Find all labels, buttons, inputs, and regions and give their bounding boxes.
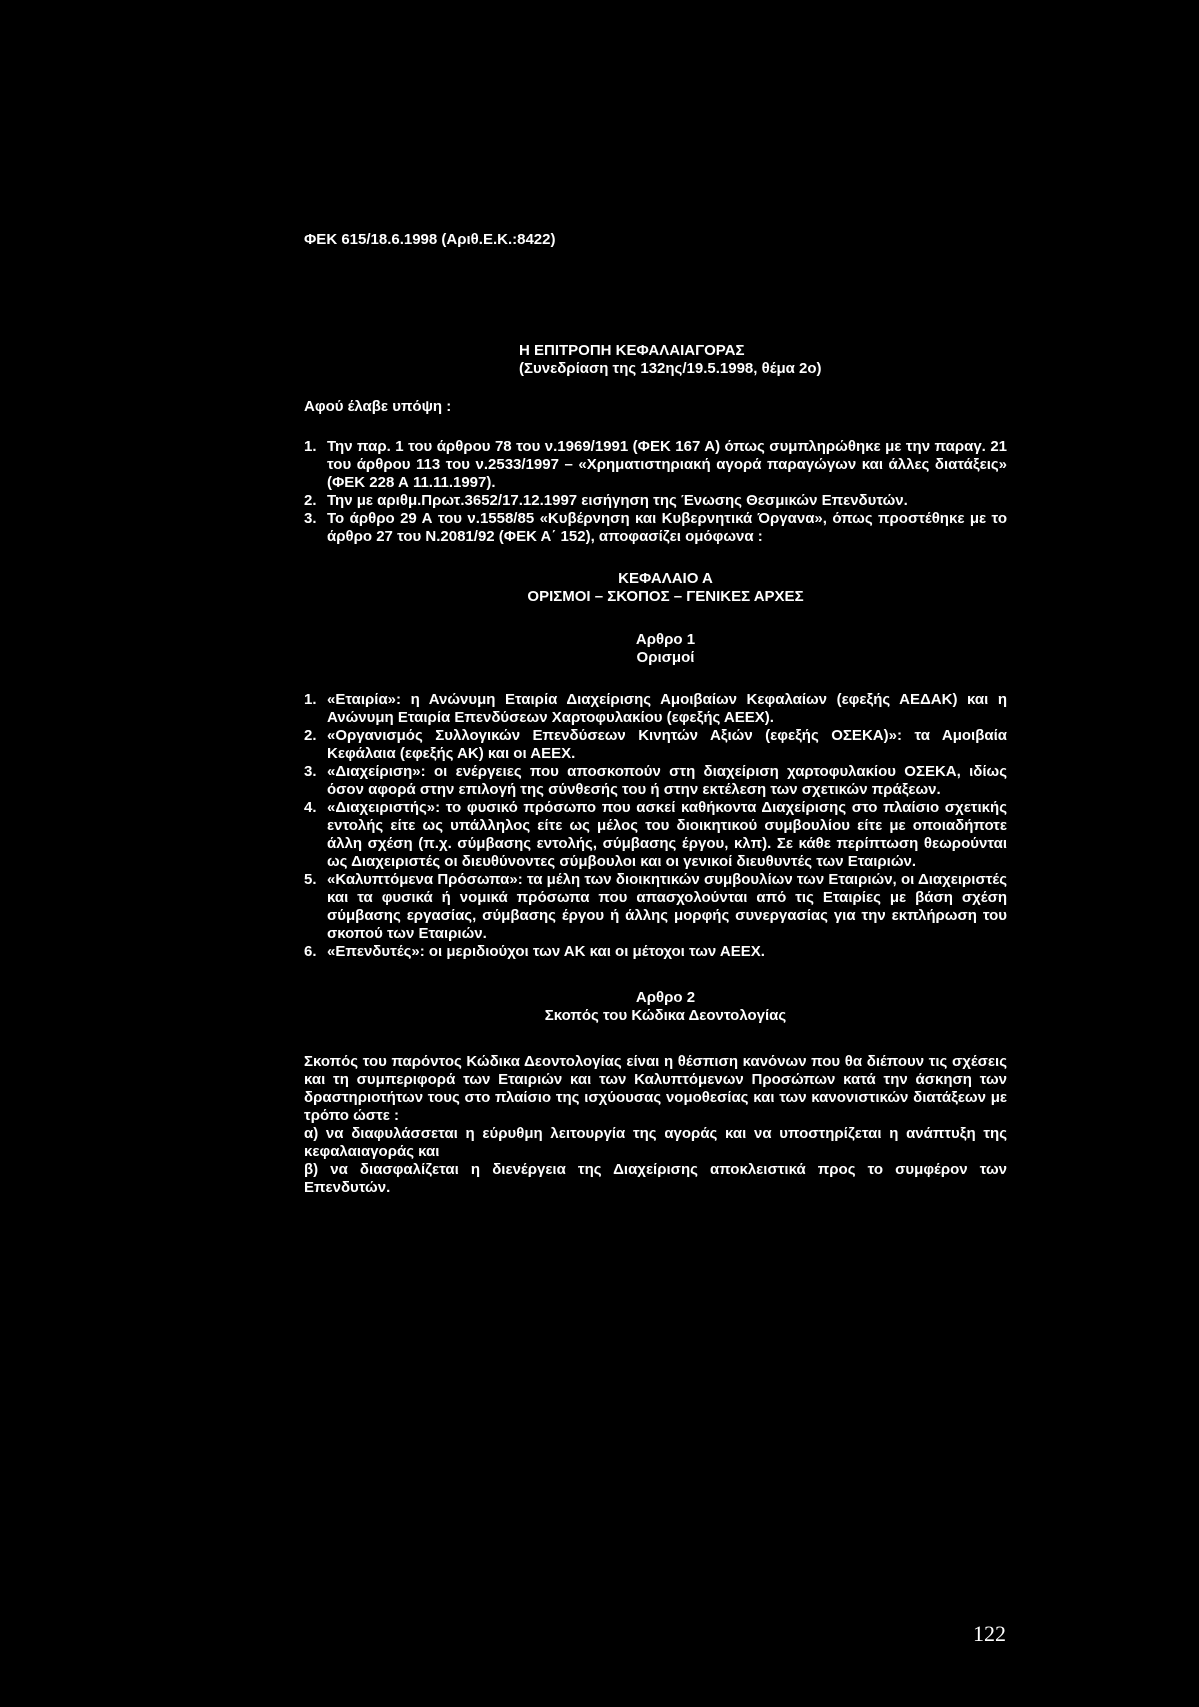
- document-body: [304, 438, 1007, 1197]
- item-number: 6.: [304, 943, 317, 960]
- definition-item: [304, 763, 1007, 799]
- article-1-title: Αρθρο 1: [635, 631, 696, 648]
- item-number: 3.: [304, 763, 317, 780]
- item-text: Το άρθρο 29 Α του ν.1558/85 «Κυβέρνηση και Κυβερνητικά Όργανα», όπως προστέθηκε με το άρθρο 27 του Ν.2081/92 (ΦΕΚ Α΄ 152), αποφασίζει ομόφωνα :: [327, 510, 1007, 545]
- definition-item: [304, 871, 1007, 943]
- article-2-paragraph: Σκοπός του παρόντος Κώδικα Δεοντολογίας είναι η θέσπιση κανόνων που θα διέπουν τις σχέσεις και τη συμπεριφορά των Εταιριών και των Καλυπτόμενων Προσώπων κατά την άσκηση των δραστηριοτήτων τους στο πλαίσιο της ισχύουσας νομοθεσίας και των κανονιστικών διατάξεων με τρόπο ώστε :: [304, 1053, 1007, 1124]
- definition-item: [304, 727, 1007, 763]
- page-number: 122: [973, 1621, 1006, 1646]
- item-text: «Διαχείριση»: οι ενέργειες που αποσκοπούν στη διαχείριση χαρτοφυλακίου ΟΣΕΚΑ, ιδίως όσον αφορά στην επιλογή της σύνθεσής του ή στην εκτέλεση των σχετικών πράξεων.: [327, 763, 1007, 798]
- item-text: Την με αριθμ.Πρωτ.3652/17.12.1997 εισήγηση της Ένωσης Θεσμικών Επενδυτών.: [327, 492, 908, 509]
- consideration-item: [304, 510, 1007, 546]
- consideration-item: [304, 492, 1007, 510]
- item-number: 2.: [304, 492, 317, 509]
- item-text: «Καλυπτόμενα Πρόσωπα»: τα μέλη των διοικητικών συμβουλίων των Εταιριών, οι Διαχειριστές και τα φυσικά ή νομικά πρόσωπα που απασχολούνται από τις Εταιρίες με βάση σχέση σύμβασης εργασίας, σύμβασης έργου ή άλλης μορφής συνεργασίας για την εκπλήρωση του σκοπού των Εταιριών.: [327, 871, 1007, 942]
- definition-item: [304, 943, 1007, 961]
- chapter-subtitle: ΟΡΙΣΜΟΙ – ΣΚΟΠΟΣ – ΓΕΝΙΚΕΣ ΑΡΧΕΣ: [527, 588, 804, 605]
- item-number: 3.: [304, 510, 317, 527]
- committee-session: (Συνεδρίαση της 132ης/19.5.1998, θέμα 2ο): [519, 360, 822, 377]
- committee-name: Η ΕΠΙΤΡΟΠΗ ΚΕΦΑΛΑΙΑΓΟΡΑΣ: [519, 342, 745, 359]
- chapter-heading: [304, 570, 1007, 606]
- article-2-point-a: α) να διαφυλάσσεται η εύρυθμη λειτουργία της αγοράς και να υποστηρίζεται η ανάπτυξη της κεφαλαιαγοράς και: [304, 1125, 1007, 1160]
- item-number: 1.: [304, 691, 317, 708]
- item-number: 5.: [304, 871, 317, 888]
- article-1-heading: [304, 631, 1007, 667]
- document-reference: ΦΕΚ 615/18.6.1998 (Αριθ.Ε.Κ.:8422): [304, 231, 556, 248]
- article-2-body: [304, 1053, 1007, 1197]
- item-number: 2.: [304, 727, 317, 744]
- item-number: 1.: [304, 438, 317, 455]
- chapter-title: ΚΕΦΑΛΑΙΟ Α: [618, 570, 713, 587]
- article-2-subtitle: Σκοπός του Κώδικα Δεοντολογίας: [544, 1007, 787, 1024]
- definition-item: [304, 799, 1007, 871]
- item-text: «Επενδυτές»: οι μεριδιούχοι των ΑΚ και οι μέτοχοι των ΑΕΕΧ.: [327, 943, 765, 960]
- item-text: «Οργανισμός Συλλογικών Επενδύσεων Κινητών Αξιών (εφεξής ΟΣΕΚΑ)»: τα Αμοιβαία Κεφάλαια (εφεξής ΑΚ) και οι ΑΕΕΧ.: [327, 727, 1007, 762]
- article-1-subtitle: Ορισμοί: [636, 649, 695, 666]
- having-regard-label: Αφού έλαβε υπόψη :: [304, 398, 452, 415]
- definitions-list: [304, 691, 1007, 961]
- item-number: 4.: [304, 799, 317, 816]
- item-text: Την παρ. 1 του άρθρου 78 του ν.1969/1991 (ΦΕΚ 167 Α) όπως συμπληρώθηκε με την παραγ. 21 του άρθρου 113 του ν.2533/1997 – «Χρηματιστηριακή αγορά παραγώγων και άλλες διατάξεις» (ΦΕΚ 228 Α 11.11.1997).: [327, 438, 1007, 491]
- committee-heading: [519, 342, 822, 378]
- definition-item: [304, 691, 1007, 727]
- item-text: «Διαχειριστής»: το φυσικό πρόσωπο που ασκεί καθήκοντα Διαχείρισης στο πλαίσιο σχετικής εντολής είτε ως υπάλληλος είτε ως μέλος του διοικητικού συμβουλίου είτε με οποιαδήποτε άλλη σχέση (π.χ. σύμβασης εντολής, σύμβασης έργου, κλπ). Σε κάθε περίπτωση θεωρούνται ως Διαχειριστές οι διευθύνοντες σύμβουλοι και οι γενικοί διευθυντές των Εταιριών.: [327, 799, 1007, 870]
- article-2-point-b: β) να διασφαλίζεται η διενέργεια της Διαχείρισης αποκλειστικά προς το συμφέρον των Επενδυτών.: [304, 1161, 1007, 1196]
- article-2-heading: [304, 989, 1007, 1025]
- item-text: «Εταιρία»: η Ανώνυμη Εταιρία Διαχείρισης Αμοιβαίων Κεφαλαίων (εφεξής ΑΕΔΑΚ) και η Ανώνυμη Εταιρία Επενδύσεων Χαρτοφυλακίου (εφεξής ΑΕΕΧ).: [327, 691, 1007, 726]
- article-2-title: Αρθρο 2: [635, 989, 696, 1006]
- consideration-item: [304, 438, 1007, 492]
